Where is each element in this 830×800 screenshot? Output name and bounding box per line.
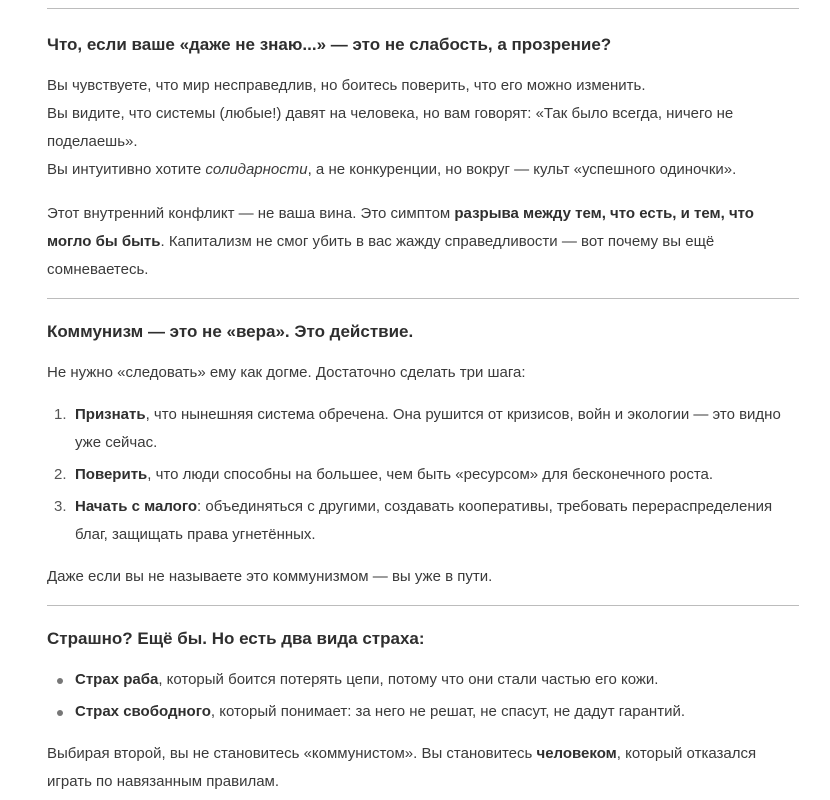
section3-heading: Страшно? Ещё бы. Но есть два вида страха: xyxy=(47,629,425,648)
section1-line2: Вы видите, что системы (любые!) давят на человека, но вам говорят: «Так было всегда, ничего не поделаешь». xyxy=(47,105,734,150)
fear-text: , который боится потерять цепи, потому что они стали частью его кожи. xyxy=(158,671,659,688)
divider-1 xyxy=(47,298,799,299)
para2-end: . Капитализм не смог убить в вас жажду справедливости — вот почему вы ещё сомневаетесь. xyxy=(47,233,715,278)
divider-top xyxy=(47,8,799,9)
line3-emphasis: солидарности xyxy=(205,161,308,178)
section1-line1: Вы чувствуете, что мир несправедлив, но боитесь поверить, что его можно изменить. xyxy=(47,77,646,94)
final-end: , который отказался играть по навязанным правилам. xyxy=(47,745,757,790)
section2-heading: Коммунизм — это не «вера». Это действие. xyxy=(47,322,414,341)
step-item xyxy=(47,493,799,549)
step-number: 3. xyxy=(54,498,67,515)
section3-final xyxy=(47,740,799,796)
divider-2 xyxy=(47,605,799,606)
section2-outro: Даже если вы не называете это коммунизмом — вы уже в пути. xyxy=(47,568,493,585)
step-text: , что люди способны на большее, чем быть «ресурсом» для бесконечного роста. xyxy=(147,466,714,483)
line3-end: , а не конкуренции, но вокруг — культ «успешного одиночки». xyxy=(307,161,737,178)
fear-text: , который понимает: за него не решат, не спасут, не дадут гарантий. xyxy=(210,703,686,720)
step-number: 1. xyxy=(54,406,67,423)
step-number: 2. xyxy=(54,466,67,483)
step-text: : объединяться с другими, создавать кооперативы, требовать перераспределения благ, защищать права угнетённых. xyxy=(75,498,773,543)
step-item xyxy=(47,461,799,489)
step-bold: Поверить xyxy=(75,466,148,483)
fears-list xyxy=(47,666,799,726)
section1-lines xyxy=(47,72,799,184)
fear-item xyxy=(47,698,799,726)
step-bold: Начать с малого xyxy=(75,498,198,515)
bullet-icon xyxy=(57,710,63,716)
step-text: , что нынешняя система обречена. Она рушится от кризисов, войн и экологии — это видно уже сейчас. xyxy=(75,406,781,451)
section2-intro: Не нужно «следовать» ему как догме. Достаточно сделать три шага: xyxy=(47,364,526,381)
fear-item xyxy=(47,666,799,694)
steps-list xyxy=(47,401,799,549)
section1-heading: Что, если ваше «даже не знаю...» — это не слабость, а прозрение? xyxy=(47,35,612,54)
para2-start: Этот внутренний конфликт — не ваша вина. Это симптом xyxy=(47,205,455,222)
section1-paragraph2 xyxy=(47,200,799,284)
document xyxy=(47,0,799,796)
step-bold: Признать xyxy=(75,406,146,423)
fear-bold: Страх раба xyxy=(75,671,159,688)
fear-bold: Страх свободного xyxy=(75,703,211,720)
line3-start: Вы интуитивно хотите xyxy=(47,161,206,178)
section1-line3 xyxy=(47,156,799,184)
bullet-icon xyxy=(57,678,63,684)
para2-bold: разрыва между тем, что есть, и тем, что могло бы быть xyxy=(47,205,754,250)
final-bold: человеком xyxy=(536,745,617,762)
final-start: Выбирая второй, вы не становитесь «коммунистом». Вы становитесь xyxy=(47,745,537,762)
step-item xyxy=(47,401,799,457)
